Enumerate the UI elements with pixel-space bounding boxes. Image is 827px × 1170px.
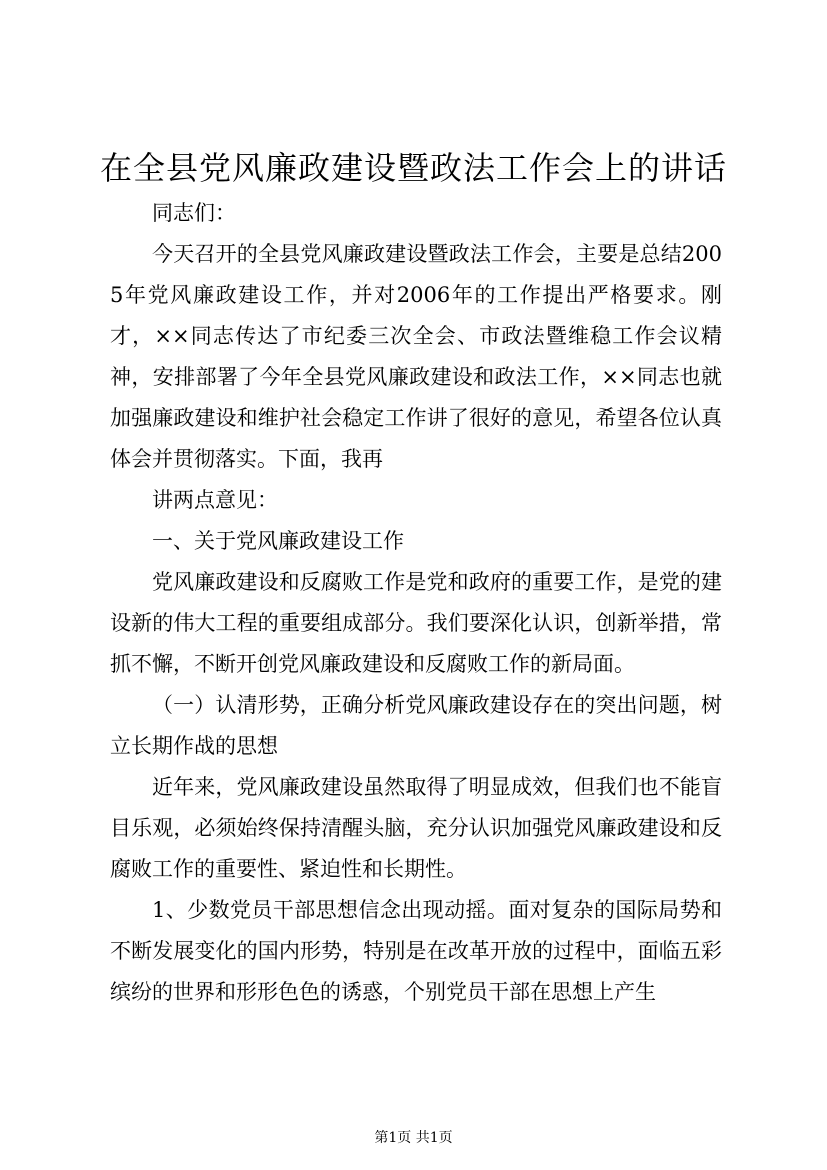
- page-number-footer: 第1页 共1页: [374, 1130, 453, 1146]
- body-paragraph: 今天召开的全县党风廉政建设暨政法工作会，主要是总结2005年党风廉政建设工作，并对2006年的工作提出严格要求。刚才，××同志传达了市纪委三次全会、市政法暨维稳工作会议精神，安排部署了今年全县党风廉政建设和政法工作，××同志也就加强廉政建设和维护社会稳定工作讲了很好的意见，希望各位认真体会并贯彻落实。下面，我再: [110, 242, 722, 471]
- body-paragraph: 党风廉政建设和反腐败工作是党和政府的重要工作，是党的建设新的伟大工程的重要组成部分。我们要深化认识，创新举措，常抓不懈，不断开创党风廉政建设和反腐败工作的新局面。: [110, 570, 722, 676]
- body-paragraph: 1、少数党员干部思想信念出现动摇。面对复杂的国际局势和不断发展变化的国内形势，特别是在改革开放的过程中，面临五彩缤纷的世界和形形色色的诱惑，个别党员干部在思想上产生: [110, 898, 722, 1004]
- body-paragraph: 近年来，党风廉政建设虽然取得了明显成效，但我们也不能盲目乐观，必须始终保持清醒头脑，充分认识加强党风廉政建设和反腐败工作的重要性、紧迫性和长期性。: [110, 775, 722, 881]
- document-body: [110, 193, 722, 1013]
- body-paragraph: 讲两点意见：: [152, 488, 278, 512]
- salutation-paragraph: 同志们：: [152, 201, 236, 225]
- subsection-heading: （一）认清形势，正确分析党风廉政建设存在的突出问题，树立长期作战的思想: [110, 693, 722, 758]
- document-title: 在全县党风廉政建设暨政法工作会上的讲话: [99, 149, 727, 187]
- section-heading: 一、关于党风廉政建设工作: [152, 529, 404, 553]
